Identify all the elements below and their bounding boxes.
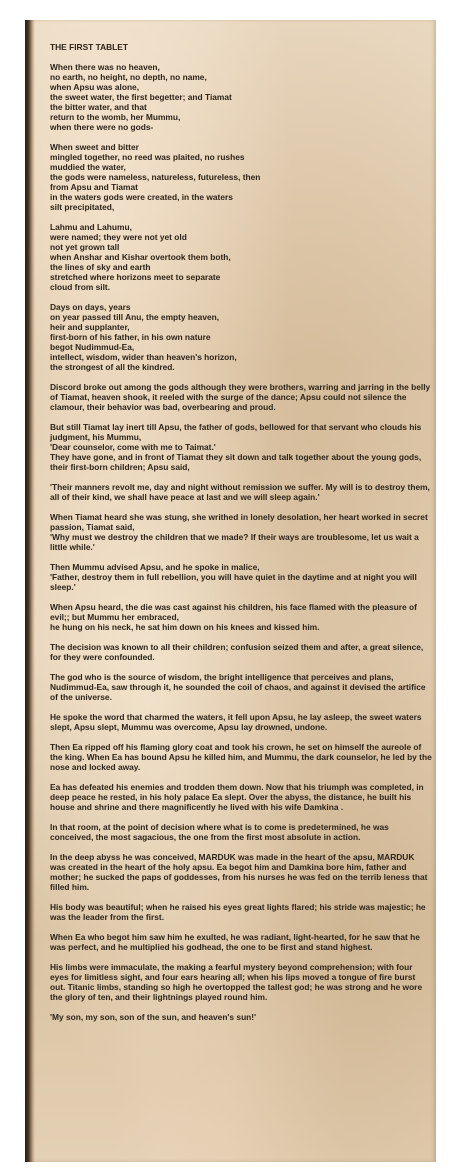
paragraph-source-of-wisdom: The god who is the source of wisdom, the bright intelligence that perceives and plans, Nudimmud-Ea, saw through it, he sounded the coil of chaos, and against it devised the artifice of the universe.	[50, 672, 426, 702]
page-title: THE FIRST TABLET	[50, 42, 129, 52]
paragraph-discord: Discord broke out among the gods although they were brothers, warring and jarring in the belly of Tiamat, heaven shook, it reeled with the surge of the dance; Apsu could not silence the clamour, their behavior was bad, overbearing and proud.	[50, 382, 431, 412]
paragraph-glory-coat: Then Ea ripped off his flaming glory coat and took his crown, he set on himself the aureole of the king. When Ea has bound Apsu he killed him, and Mummu, the dark counselor, he led by the nose and locked away.	[50, 742, 432, 772]
paragraph-manners: 'Their manners revolt me, day and night without remission we suffer. My will is to destroy them, all of their kind, we shall have peace at last and we will sleep again.'	[50, 482, 430, 502]
stanza-4: Days on days, years on year passed till Anu, the empty heaven, heir and supplanter, first-born of his father, in his own nature begot Nudimmud-Ea, intellect, wisdom, wider than heaven's horizon, the strongest of all the kindred.	[50, 302, 237, 372]
paragraph-ea-defeated: Ea has defeated his enemies and trodden them down. Now that his triumph was completed, in deep peace he rested, in his holy palace Ea slept. Over the abyss, the distance, he built his house and shrine and there magnificently he lived with his wife Damkina .	[50, 782, 424, 812]
stanza-1: When there was no heaven, no earth, no height, no depth, no name, when Apsu was alone, the sweet water, the first begetter; and Tiamat the bitter water, and that return to the womb, her Mummu, when there were no gods-	[50, 62, 232, 132]
paragraph-point-of-decision: In that room, at the point of decision where what is to come is predetermined, he was conceived, the most sagacious, the one from the first most absolute in action.	[50, 822, 389, 842]
parchment-page	[25, 20, 436, 1162]
paragraph-ea-exulted: When Ea who begot him saw him he exulted, he was radiant, light-hearted, for he saw that he was perfect, and he multiplied his godhead, the one to be first and stand highest.	[50, 932, 420, 952]
paragraph-body-beautiful: His body was beautiful; when he raised his eyes great lights flared; his stride was majestic; he was the leader from the first.	[50, 902, 426, 922]
paragraph-my-son: 'My son, my son, son of the sun, and heaven's sun!'	[50, 1012, 257, 1022]
tablet-text	[50, 42, 432, 1032]
paragraph-die-cast: When Apsu heard, the die was cast against his children, his face flamed with the pleasure of evil;; but Mummu her embraced, he hung on his neck, he sat him down on his knees and kissed him.	[50, 602, 417, 632]
paragraph-decision: The decision was known to all their children; confusion seized them and after, a great silence, for they were confounded.	[50, 642, 424, 662]
paragraph-mummu-advised: Then Mummu advised Apsu, and he spoke in malice, 'Father, destroy them in full rebellion, you will have quiet in the daytime and at night you will sleep.'	[50, 562, 417, 592]
paragraph-tiamat-stung: When Tiamat heard she was stung, she writhed in lonely desolation, her heart worked in secret passion, Tiamat said, 'Why must we destroy the children that we made? If their ways are troublesome, let us wait a little while.'	[50, 512, 428, 552]
paragraph-limbs-immaculate: His limbs were immaculate, the making a fearful mystery beyond comprehension; with four eyes for limitless sight, and four ears hearing all; when his lips moved a tongue of fire burst out. Titanic limbs, standing so high he overtopped the tallest god; he was strong and he wore the glory of ten, and their lightnings played round him.	[50, 962, 423, 1002]
stanza-2: When sweet and bitter mingled together, no reed was plaited, no rushes muddied the water, the gods were nameless, natureless, futureless, then from Apsu and Tiamat in the waters gods were created, in the waters silt precipitated,	[50, 142, 261, 212]
stanza-3: Lahmu and Lahumu, were named; they were not yet old not yet grown tall when Anshar and Kishar overtook them both, the lines of sky and earth stretched where horizons meet to separate cloud from silt.	[50, 222, 231, 292]
paragraph-apsu-bellowed: But still Tiamat lay inert till Apsu, the father of gods, bellowed for that servant who clouds his judgment, his Mummu, 'Dear counselor, come with me to Taimat.' They have gone, and in front of Tiamat they sit down and talk together about the young gods, their first-born children; Apsu said,	[50, 422, 422, 472]
paragraph-charmed-waters: He spoke the word that charmed the waters, it fell upon Apsu, he lay asleep, the sweet waters slept, Apsu slept, Mummu was overcome, Apsu lay drowned, undone.	[50, 712, 422, 732]
paragraph-marduk-conceived: In the deep abyss he was conceived, MARDUK was made in the heart of the apsu, MARDUK was created in the heart of the holy apsu. Ea begot him and Damkina bore him, father and mother; he sucked the paps of goddesses, from his nurses he was fed on the terrib leness that filled him.	[50, 852, 428, 892]
